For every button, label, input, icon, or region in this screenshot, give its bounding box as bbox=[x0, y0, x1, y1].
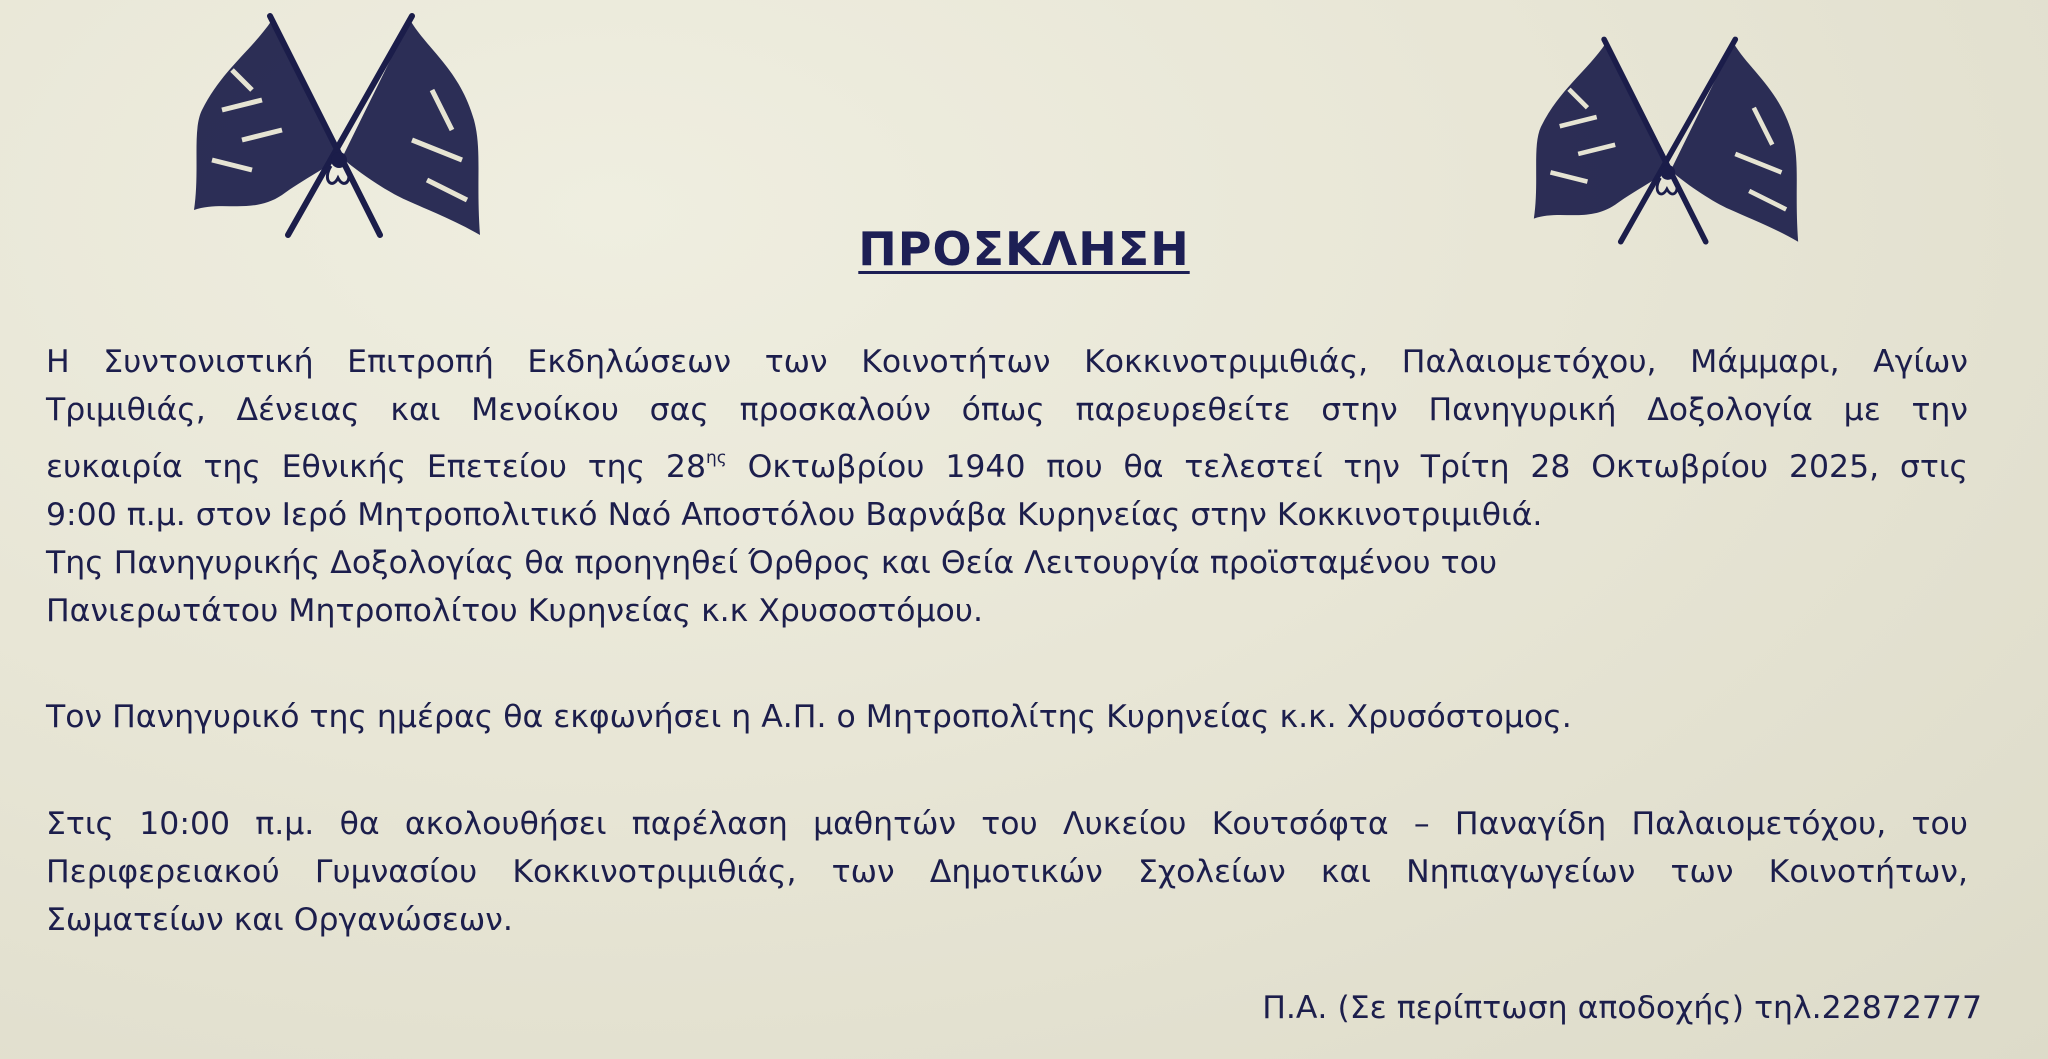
crossed-flags-icon bbox=[1532, 30, 1800, 252]
rsvp-note: Π.Α. (Σε περίπτωση αποδοχής) τηλ.22872777 bbox=[1262, 990, 1982, 1026]
sermon-paragraph: Τον Πανηγυρικό της ημέρας θα εκφωνήσει η Α.Π. ο Μητροπολίτης Κυρηνείας κ.κ. Χρυσόστομος. bbox=[46, 699, 1572, 735]
invitation-paragraph bbox=[46, 338, 1968, 635]
page-title bbox=[0, 222, 2048, 276]
text-line bbox=[46, 434, 1968, 491]
text-line: Περιφερειακού Γυμνασίου Κοκκινοτριμιθιάς, των Δημοτικών Σχολείων και Νηπιαγωγείων των Κοινοτήτων, bbox=[46, 854, 1968, 890]
text-line: Η Συντονιστική Επιτροπή Εκδηλώσεων των Κοινοτήτων Κοκκινοτριμιθιάς, Παλαιομετόχου, Μάμμαρι, Αγίων bbox=[46, 344, 1968, 380]
text-segment: Οκτωβρίου 1940 που θα τελεστεί την Τρίτη 28 Οκτωβρίου 2025, στις bbox=[726, 449, 1968, 485]
text-line: Σωματείων και Οργανώσεων. bbox=[46, 902, 513, 938]
text-line: Τριμιθιάς, Δένειας και Μενοίκου σας προσκαλούν όπως παρευρεθείτε στην Πανηγυρική Δοξολογία με την bbox=[46, 392, 1968, 428]
title-text: ΠΡΟΣΚΛΗΣΗ bbox=[858, 222, 1190, 276]
ordinal-suffix: ης bbox=[706, 448, 727, 468]
text-segment: ευκαιρία της Εθνικής Επετείου της 28 bbox=[46, 449, 707, 485]
crossed-flags-icon bbox=[192, 10, 482, 242]
parade-paragraph bbox=[46, 800, 1968, 944]
text-line: Στις 10:00 π.μ. θα ακολουθήσει παρέλαση μαθητών του Λυκείου Κουτσόφτα – Παναγίδη Παλαιομετόχου, του bbox=[46, 806, 1968, 842]
text-line: Της Πανηγυρικής Δοξολογίας θα προηγηθεί Όρθρος και Θεία Λειτουργία προϊσταμένου του bbox=[46, 545, 1498, 581]
text-line: Πανιερωτάτου Μητροπολίτου Κυρηνείας κ.κ Χρυσοστόμου. bbox=[46, 593, 984, 629]
text-line: 9:00 π.μ. στον Ιερό Μητροπολιτικό Ναό Αποστόλου Βαρνάβα Κυρηνείας στην Κοκκινοτριμιθιά. bbox=[46, 497, 1543, 533]
